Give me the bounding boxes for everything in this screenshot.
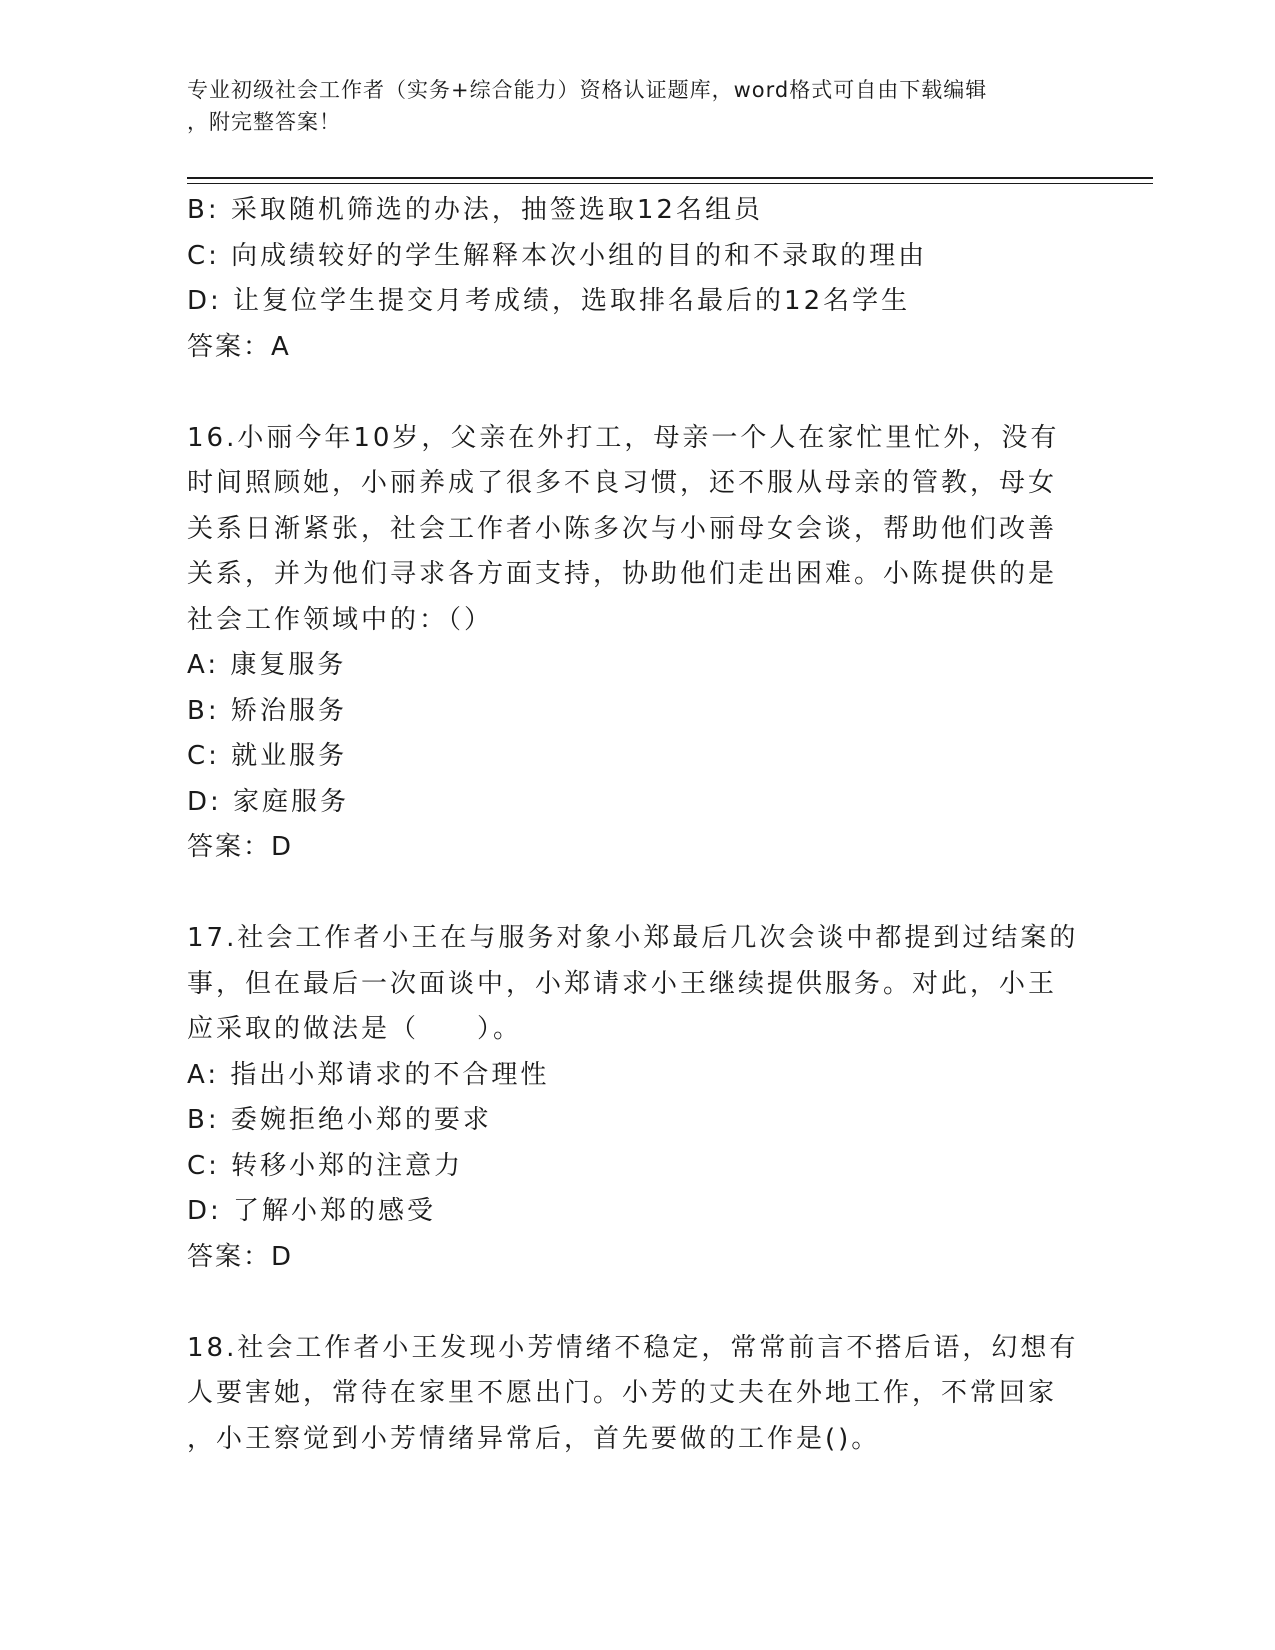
- option-c: C: 转移小郑的注意力: [187, 1150, 464, 1181]
- question-16-answer: 答案：D: [187, 832, 294, 862]
- question-16-text-line: 16.小丽今年10岁，父亲在外打工，母亲一个人在家忙里忙外，没有: [187, 422, 1060, 453]
- spacer: [187, 370, 1087, 416]
- option-c: C: 就业服务: [187, 741, 348, 771]
- question-16-text-line: 时间照顾她，小丽养成了很多不良习惯，还不服从母亲的管教，母女: [187, 468, 1058, 498]
- question-17-text-line: 17.社会工作者小王在与服务对象小郑最后几次会谈中都提到过结案的: [187, 923, 1079, 953]
- document-body: [187, 188, 1087, 1462]
- question-17-text-line: 应采取的做法是（ ）。: [187, 1014, 523, 1044]
- header-line-1: 专业初级社会工作者（实务+综合能力）资格认证题库，word格式可自由下载编辑: [187, 78, 988, 102]
- question-16-text-line: 关系，并为他们寻求各方面支持，协助他们走出困难。小陈提供的是: [187, 559, 1058, 589]
- option-b: B: 矫治服务: [187, 695, 347, 726]
- option-b: B: 采取随机筛选的办法，抽签选取12名组员: [187, 195, 763, 225]
- question-18: [187, 1326, 1087, 1463]
- option-d: D: 了解小郑的感受: [187, 1196, 437, 1226]
- question-17: [187, 916, 1087, 1280]
- header-rule-thin: [187, 183, 1153, 184]
- header-line-2: ，附完整答案！: [187, 110, 341, 134]
- option-a: A: 指出小郑请求的不合理性: [187, 1059, 550, 1090]
- option-d: D: 让复位学生提交月考成绩，选取排名最后的12名学生: [187, 286, 911, 316]
- question-18-text-line: 人要害她，常待在家里不愿出门。小芳的丈夫在外地工作，不常回家: [187, 1378, 1058, 1408]
- question-16: [187, 416, 1087, 871]
- question-15-options: [187, 188, 1087, 325]
- document-header: [187, 74, 1087, 138]
- question-16-text-line: 关系日渐紧张，社会工作者小陈多次与小丽母女会谈，帮助他们改善: [187, 513, 1058, 544]
- question-18-text-line: 18.社会工作者小王发现小芳情绪不稳定，常常前言不搭后语，幻想有: [187, 1332, 1079, 1363]
- question-16-text-line: 社会工作领域中的：（）: [187, 604, 494, 635]
- option-c: C: 向成绩较好的学生解释本次小组的目的和不录取的理由: [187, 240, 928, 271]
- option-a: A: 康复服务: [187, 650, 347, 680]
- spacer: [187, 1280, 1087, 1326]
- spacer: [187, 871, 1087, 917]
- option-b: B: 委婉拒绝小郑的要求: [187, 1105, 492, 1135]
- option-d: D: 家庭服务: [187, 786, 350, 817]
- question-18-text-line: ，小王察觉到小芳情绪异常后，首先要做的工作是()。: [187, 1423, 881, 1454]
- question-17-answer: 答案：D: [187, 1241, 294, 1272]
- question-15-answer: 答案：A: [187, 331, 291, 362]
- header-rule-thick: [187, 177, 1153, 179]
- question-17-text-line: 事，但在最后一次面谈中，小郑请求小王继续提供服务。对此，小王: [187, 968, 1058, 999]
